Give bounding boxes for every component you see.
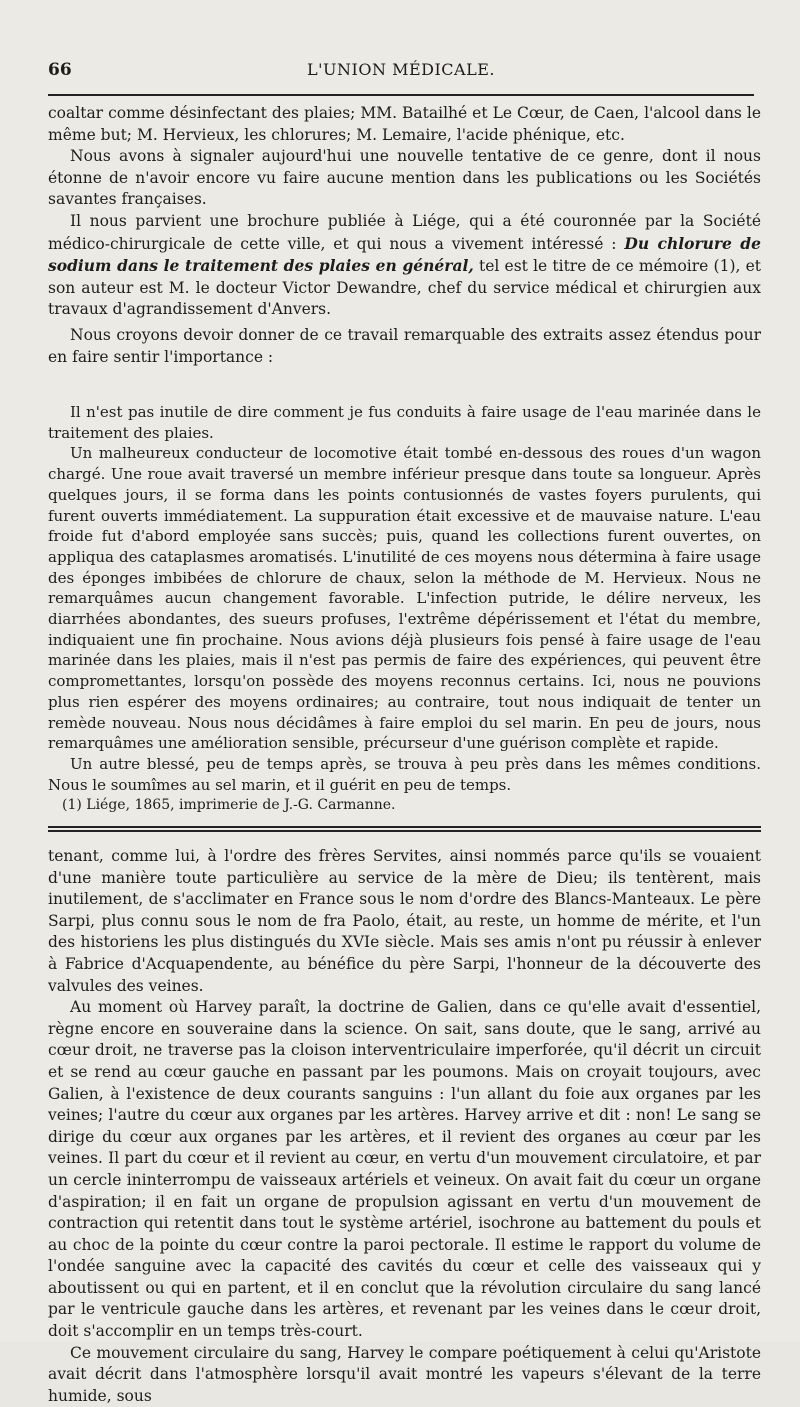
quoted-extract xyxy=(48,402,761,795)
paragraph-brochure xyxy=(48,211,761,321)
page-number: 66 xyxy=(48,60,72,80)
page-header xyxy=(48,60,754,84)
bottom-section xyxy=(48,846,761,1407)
memoir-title-after: tel est le titre de ce mémoire (1), et son auteur est M. le docteur Victor Dewandre, chef du service médical et chirurgien aux travaux d'agrandissement d'Anvers. xyxy=(48,257,762,319)
paragraph: Ce mouvement circulaire du sang, Harvey le compare poétiquement à celui qu'Aristote avait décrit dans l'atmosphère lorsqu'il avait montré les vapeurs s'élevant de la terre humide, sous xyxy=(48,1343,761,1405)
quote-paragraph: Un malheureux conducteur de locomotive était tombé en-dessous des roues d'un wagon chargé. Une roue avait traversé un membre inférieur presque dans toute sa longueur. Après quelques jours, il se forma dans les points contusionnés de vastes foyers purulents, qui furent ouverts immédiatement. La suppuration était excessive et de mauvaise nature. L'eau froide fut d'abord employée sans succès; puis, quand les collections furent ouvertes, on appliqua des cataplasmes aromatisés. L'inutilité de ces moyens nous détermina à faire usage des éponges imbibées de chlorure de chaux, selon la méthode de M. Hervieux. Nous ne remarquâmes aucun changement favorable. L'infection putride, le délire nerveux, les diarrhées abondantes, des sueurs profuses, l'extrême dépérissement et l'état du membre, indiquaient une fin prochaine. Nous avions déjà plusieurs fois pensé à faire usage de l'eau marinée dans les plaies, mais il n'est pas permis de faire des expériences, qui peuvent être compromettantes, lorsqu'on possède des moyens reconnus certains. Ici, nous ne pouvions plus rien espérer des moyens ordinaires; au contraire, tout nous indiquait de tenter un remède nouveau. Nous nous décidâmes à faire emploi du sel marin. En peu de jours, nous remarquâmes une amélioration sensible, précurseur d'une guérison complète et rapide. xyxy=(48,444,761,753)
header-rule xyxy=(48,94,754,96)
paragraph: tenant, comme lui, à l'ordre des frères Servites, ainsi nommés parce qu'ils se vouaient d'une manière toute particulière au service de la mère de Dieu; ils tentèrent, mais inutilement, de s'acclimater en France sous le nom d'ordre des Blancs-Manteaux. Le père Sarpi, plus connu sous le nom de fra Paolo, était, au reste, un homme de mérite, et l'un des historiens les plus distingués du XVIe siècle. Mais ses amis n'ont pu réussir à enlever à Fabrice d'Acquapendente, au bénéfice du père Sarpi, l'honneur de la découverte des valvules des veines. xyxy=(48,847,761,995)
paragraph: Nous avons à signaler aujourd'hui une nouvelle tentative de ce genre, dont il nous étonne de n'avoir encore vu faire aucune mention dans les publications ou les Sociétés savantes françaises. xyxy=(48,147,761,209)
footnote: (1) Liége, 1865, imprimerie de J.-G. Carmanne. xyxy=(62,797,396,813)
paragraph: Au moment où Harvey paraît, la doctrine de Galien, dans ce qu'elle avait d'essentiel, règne encore en souveraine dans la science. On sait, sans doute, que le sang, arrivé au cœur droit, ne traverse pas la cloison interventriculaire imperforée, qu'il décrit un circuit et se rend au cœur gauche en passant par les poumons. Mais on croyait toujours, avec Galien, à l'existence de deux courants sanguins : l'un allant du foie aux organes par les veines; l'autre du cœur aux organes par les artères. Harvey arrive et dit : non! Le sang se dirige du cœur aux organes par les artères, et il revient des organes au cœur par les veines. Il part du cœur et il revient au cœur, en vertu d'un mouvement circulatoire, et par un cercle ininterrompu de vaisseaux artériels et veineux. On avait fait du cœur un organe d'aspiration; il en fait un organe de propulsion agissant en vertu d'un mouvement de contraction qui retentit dans tout le système artériel, isochrone au battement du pouls et au choc de la pointe du cœur contre la paroi pectorale. Il estime le rapport du volume de l'ondée sanguine avec la capacité des cavités du cœur et celle des vaisseaux qui y aboutissent ou qui en partent, et il en conclut que la révolution circulaire du sang lancé par le ventricule gauche dans les artères, et revenant par les veines dans le cœur droit, doit s'accomplir en un temps très-court. xyxy=(48,998,761,1341)
section-double-rule xyxy=(48,826,761,832)
quote-paragraph: Un autre blessé, peu de temps après, se trouva à peu près dans les mêmes conditions. Nous le soumîmes au sel marin, et il guérit en peu de temps. xyxy=(48,754,761,794)
paragraph: Nous croyons devoir donner de ce travail remarquable des extraits assez étendus pour en faire sentir l'importance : xyxy=(48,325,761,366)
paragraph: coaltar comme désinfectant des plaies; MM. Batailhé et Le Cœur, de Caen, l'alcool dans le même but; M. Hervieux, les chlorures; M. Lemaire, l'acide phénique, etc. xyxy=(48,104,761,144)
quote-paragraph: Il n'est pas inutile de dire comment je fus conduits à faire usage de l'eau marinée dans le traitement des plaies. xyxy=(48,403,761,442)
running-title: L'UNION MÉDICALE. xyxy=(307,60,495,79)
memoir-title: Du chlorure de sodium dans le traitement des plaies en général, xyxy=(48,233,761,276)
brochure-intro: Il nous parvient une brochure publiée à Liége, qui a été couronnée par la Société médico-chirurgicale de cette ville, et qui nous a vivement intéressé : xyxy=(48,211,761,253)
top-section xyxy=(48,103,761,368)
